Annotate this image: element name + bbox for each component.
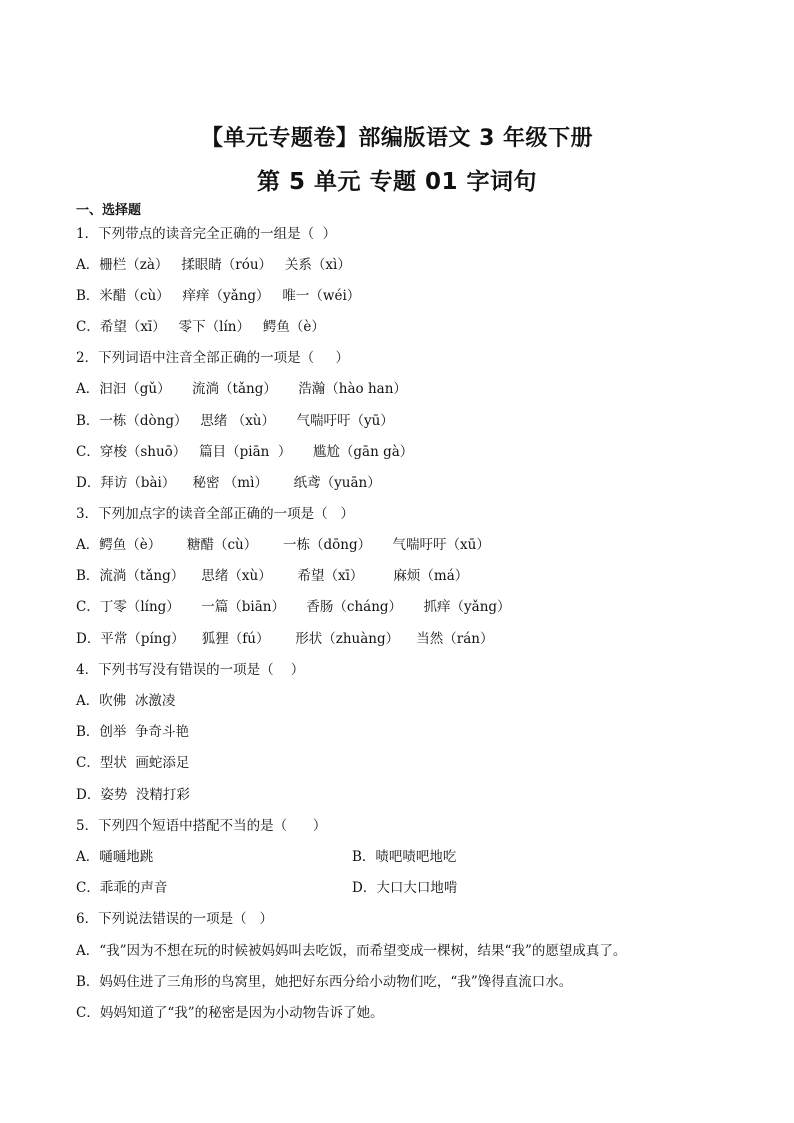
question-2-stem: 2．下列词语中注音全部正确的一项是（ ） <box>76 350 350 366</box>
question-3-option-b: B．流淌（tǎng） 思绪（xù） 希望（xī） 麻烦（má） <box>76 568 469 584</box>
section-heading: 一、选择题 <box>76 203 142 218</box>
question-4-option-b: B．创举 争奇斗艳 <box>76 724 190 740</box>
question-1-option-a: A．栅栏（zà） 揉眼睛（róu） 关系（xì） <box>76 257 351 273</box>
document-subtitle: 第 5 单元 专题 01 字词句 <box>256 169 538 195</box>
question-6-option-a: A．“我”因为不想在玩的时候被妈妈叫去吃饭，而希望变成一棵树，结果“我”的愿望成真了。 <box>76 943 627 959</box>
question-2-option-b: B．一栋（dòng） 思绪 （xù） 气喘吁吁（yū） <box>76 413 394 429</box>
question-2-option-d: D．拜访（bài） 秘密 （mì） 纸鸢（yuān） <box>76 475 381 491</box>
question-1-stem: 1．下列带点的读音完全正确的一组是（ ） <box>76 226 337 242</box>
question-6-option-c: C．妈妈知道了“我”的秘密是因为小动物告诉了她。 <box>76 1005 384 1021</box>
question-2-option-a: A．汩汩（gǔ） 流淌（tǎng） 浩瀚（hào han） <box>76 381 407 397</box>
document-title: 【单元专题卷】部编版语文 3 年级下册 <box>200 126 594 151</box>
question-5-option-d: D．大口大口地啃 <box>352 880 458 896</box>
question-4-option-a: A．吹佛 冰激凌 <box>76 693 176 709</box>
question-5-option-a: A．嗵嗵地跳 <box>76 849 154 865</box>
question-4-option-c: C．型状 画蛇添足 <box>76 755 190 771</box>
question-3-option-c: C．丁零（líng） 一篇（biān） 香肠（cháng） 抓痒（yǎng） <box>76 599 511 615</box>
question-3-option-a: A．鳄鱼（è） 糖醋（cù） 一栋（dōng） 气喘吁吁（xū） <box>76 537 490 553</box>
question-4-option-d: D．姿势 没精打彩 <box>76 787 190 803</box>
question-5-option-c: C．乖乖的声音 <box>76 880 168 896</box>
question-6-stem: 6．下列说法错误的一项是（ ） <box>76 911 273 927</box>
question-3-option-d: D．平常（píng） 狐狸（fú） 形状（zhuàng） 当然（rán） <box>76 631 494 647</box>
question-2-option-c: C．穿梭（shuō） 篇目（piān ） 尴尬（gān gà） <box>76 444 414 460</box>
question-4-stem: 4．下列书写没有错误的一项是（ ） <box>76 662 305 678</box>
question-5-option-b: B．啧吧啧吧地吃 <box>352 849 457 865</box>
question-1-option-c: C．希望（xī） 零下（lín） 鳄鱼（è） <box>76 319 325 335</box>
question-5-stem: 5．下列四个短语中搭配不当的是（ ） <box>76 818 327 834</box>
question-1-option-b: B．米醋（cù） 痒痒（yǎng） 唯一（wéi） <box>76 288 361 304</box>
question-6-option-b: B．妈妈住进了三角形的鸟窝里，她把好东西分给小动物们吃，“我”馋得直流口水。 <box>76 974 573 990</box>
question-3-stem: 3．下列加点字的读音全部正确的一项是（ ） <box>76 506 354 522</box>
